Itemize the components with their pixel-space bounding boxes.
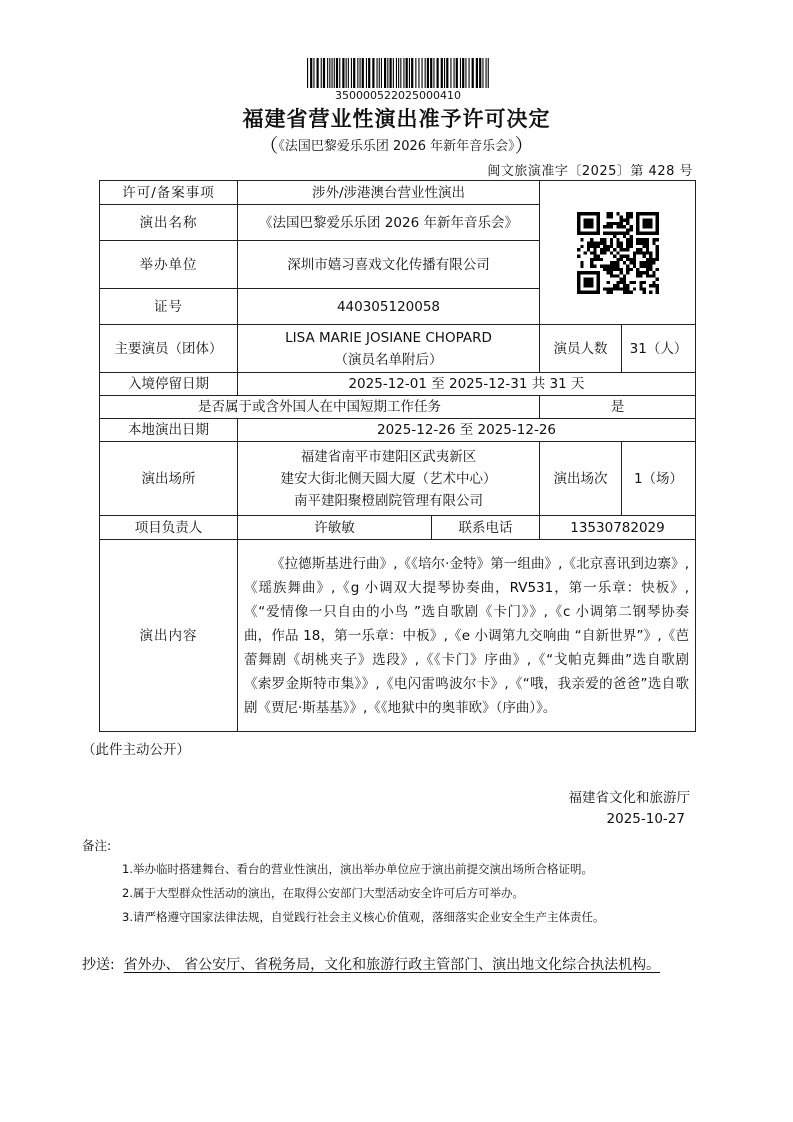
row-foreign-work	[100, 396, 696, 419]
row-venue	[100, 442, 696, 516]
note-item: 1.举办临时搭建舞台、看台的营业性演出，演出举办单位应于演出前提交演出场所合格证明。	[122, 862, 593, 876]
cert-label: 证号	[100, 289, 238, 325]
organizer-label: 举办单位	[100, 241, 238, 289]
row-content	[100, 540, 696, 732]
row-performers	[100, 325, 696, 373]
performers-note: （演员名单附后）	[334, 351, 443, 368]
subtitle-text: 《法国巴黎爱乐乐团 2026 年新年音乐会》	[278, 139, 515, 154]
document-title: 福建省营业性演出准予许可决定	[242, 107, 551, 131]
foreign-work-label: 是否属于或含外国人在中国短期工作任务	[100, 396, 540, 419]
note-item: 2.属于大型群众性活动的演出，在取得公安部门大型活动安全许可后方可举办。	[122, 886, 524, 900]
show-name-value: 《法国巴黎爱乐乐团 2026 年新年音乐会》	[238, 205, 540, 241]
document-subtitle	[0, 131, 793, 158]
permit-table	[99, 180, 696, 732]
manager-label: 项目负责人	[100, 516, 238, 540]
row-stay	[100, 373, 696, 396]
public-note: （此件主动公开）	[82, 742, 190, 758]
notes-title: 备注:	[82, 838, 112, 853]
manager-value: 许敏敏	[238, 516, 432, 540]
permit-type-label: 许可/备案事项	[100, 181, 238, 205]
cc-value: 省外办、 省公安厅、省税务局，文化和旅游行政主管部门、演出地文化综合执法机构。	[123, 957, 661, 973]
performers-value: LISA MARIE JOSIANE CHOPARD	[285, 329, 492, 346]
issuer: 福建省文化和旅游厅	[568, 790, 690, 806]
subtitle-close-paren: ）	[514, 135, 534, 157]
cc-label: 抄送:	[82, 957, 115, 973]
show-name-label: 演出名称	[100, 205, 238, 241]
venue-line-1: 福建省南平市建阳区武夷新区	[300, 448, 477, 465]
stay-value: 2025-12-01 至 2025-12-31 共 31 天	[238, 373, 696, 396]
local-date-label: 本地演出日期	[100, 419, 238, 442]
performers-label: 主要演员（团体）	[100, 325, 238, 373]
row-manager	[100, 516, 696, 540]
barcode-number: 350000522025000410	[335, 89, 461, 102]
organizer-value: 深圳市嬉习喜戏文化传播有限公司	[238, 241, 540, 289]
venue-cell	[238, 442, 540, 516]
venue-line-2: 建安大街北侧天圆大厦（艺术中心）	[280, 470, 497, 487]
qr-code-cell	[540, 181, 696, 325]
qr-code	[577, 212, 659, 294]
sessions-label: 演出场次	[540, 442, 622, 516]
phone-value: 13530782029	[540, 516, 696, 540]
cert-value: 440305120058	[238, 289, 540, 325]
content-value: 《拉德斯基进行曲》,《《培尔·金特》第一组曲》,《北京喜讯到边寨》,《瑶族舞曲》,《g 小调双大提琴协奏曲，RV531，第一乐章：快板》,《“爱情像一只自由的小鸟 ”选自歌剧《卡门》》,《c 小调第二钢琴协奏曲，作品 18，第一乐章：中板》,《e 小调第九交响曲 “自新世界”》,《芭蕾舞剧《胡桃夹子》选段》,《《卡门》序曲》,《“戈帕克舞曲”选自歌剧《索罗金斯特市集》》,《电闪雷鸣波尔卡》,《“哦，我亲爱的爸爸”选自歌剧《贾尼·斯基基》》,《《地狱中的奥菲欧》（序曲）》。	[238, 540, 696, 732]
performer-count-value: 31（人）	[622, 325, 696, 373]
barcode	[305, 58, 491, 88]
phone-label: 联系电话	[432, 516, 540, 540]
row-local-date	[100, 419, 696, 442]
venue-label: 演出场所	[100, 442, 238, 516]
local-date-value: 2025-12-26 至 2025-12-26	[238, 419, 696, 442]
performers-cell	[238, 325, 540, 373]
stay-label: 入境停留日期	[100, 373, 238, 396]
sessions-value: 1（场）	[622, 442, 696, 516]
note-item: 3.请严格遵守国家法律法规，自觉践行社会主义核心价值观，落细落实企业安全生产主体责任。	[122, 910, 605, 924]
document-number: 闽文旅演准字〔2025〕第 428 号	[487, 164, 693, 179]
subtitle-open-paren: （	[259, 135, 279, 157]
cc-line	[82, 954, 712, 977]
permit-type-value: 涉外/涉港澳台营业性演出	[238, 181, 540, 205]
content-label: 演出内容	[100, 540, 238, 732]
row-permit-type	[100, 181, 696, 205]
venue-line-3: 南平建阳聚橙剧院管理有限公司	[294, 492, 483, 509]
issue-date: 2025-10-27	[606, 811, 685, 827]
performer-count-label: 演员人数	[540, 325, 622, 373]
foreign-work-value: 是	[540, 396, 696, 419]
